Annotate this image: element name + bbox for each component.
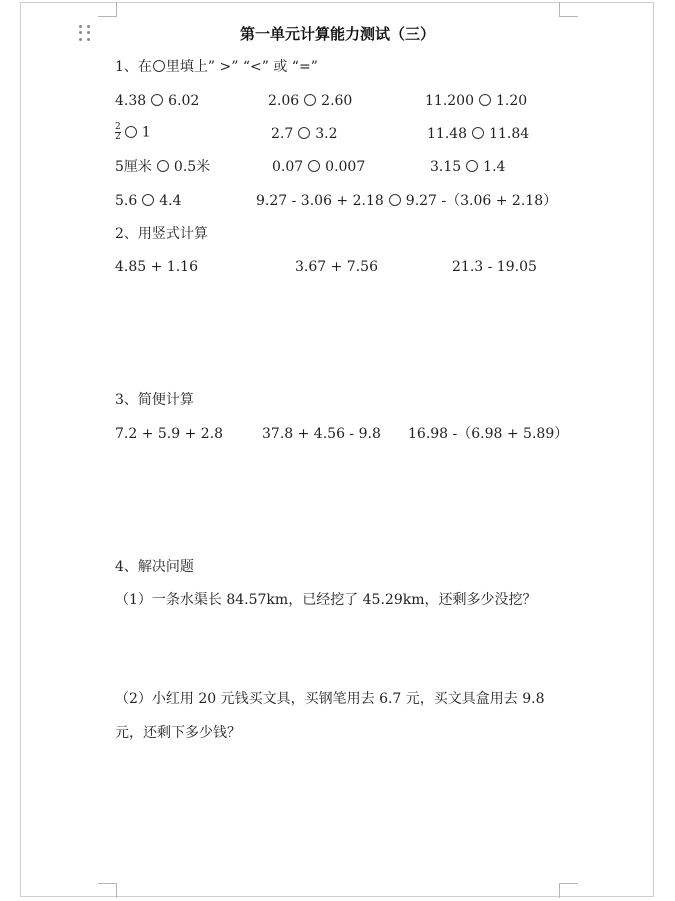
margin-corner-top-left <box>98 2 117 17</box>
page-title: 第一单元计算能力测试（三） <box>239 25 435 43</box>
vertical-calc-item: 4.85 + 1.16 <box>115 259 198 275</box>
compare-circle-icon[interactable] <box>389 194 401 206</box>
word-problem-1: （1）一条水渠长 84.57km，已经挖了 45.29km，还剩多少没挖？ <box>115 592 537 608</box>
simplify-calc-item: 7.2 + 5.9 + 2.8 <box>115 426 224 442</box>
compare-circle-icon[interactable] <box>142 194 154 206</box>
fraction: $\frac{2}{2}$ <box>115 122 121 142</box>
compare-item: 5厘米 0.5米 <box>115 159 211 175</box>
compare-circle-icon[interactable] <box>125 126 137 138</box>
simplify-calc-item: 37.8 + 4.56 - 9.8 <box>262 426 381 442</box>
compare-circle-icon[interactable] <box>479 94 491 106</box>
compare-item: 4.38 6.02 <box>115 93 200 109</box>
compare-item: 11.200 1.20 <box>425 93 528 109</box>
vertical-calc-item: 21.3 - 19.05 <box>452 259 537 275</box>
compare-item: $\frac{2}{2}$ 1 <box>115 122 151 142</box>
margin-corner-top-right <box>559 2 578 17</box>
compare-item: 3.15 1.4 <box>430 159 506 175</box>
compare-item: 5.6 4.4 <box>115 193 182 209</box>
compare-circle-icon[interactable] <box>304 94 316 106</box>
compare-item: 2.7 3.2 <box>271 126 338 142</box>
word-problem-2: （2）小红用 20 元钱买文具，买钢笔用去 6.7 元，买文具盒用去 9.8 <box>115 691 545 707</box>
section-2-heading: 2、用竖式计算 <box>115 226 208 242</box>
margin-corner-bottom-left <box>98 883 117 898</box>
compare-circle-icon[interactable] <box>151 94 163 106</box>
section-3-heading: 3、简便计算 <box>115 392 194 408</box>
margin-corner-bottom-right <box>559 883 578 898</box>
compare-circle-icon[interactable] <box>298 127 310 139</box>
vertical-calc-item: 3.67 + 7.56 <box>295 259 378 275</box>
compare-circle-icon[interactable] <box>466 160 478 172</box>
compare-item: 9.27 - 3.06 + 2.18 9.27 -（3.06 + 2.18） <box>256 193 558 209</box>
compare-circle-icon <box>153 60 165 72</box>
word-problem-2-continued: 元，还剩下多少钱？ <box>115 725 241 741</box>
compare-item: 11.48 11.84 <box>427 126 530 142</box>
compare-circle-icon[interactable] <box>157 160 169 172</box>
section-4-heading: 4、解决问题 <box>115 559 194 575</box>
compare-item: 0.07 0.007 <box>272 159 366 175</box>
compare-circle-icon[interactable] <box>472 127 484 139</box>
simplify-calc-item: 16.98 -（6.98 + 5.89） <box>408 426 569 442</box>
section-1-heading: 1、在 里填上” >” “<” 或 “=” <box>115 59 318 75</box>
compare-item: 2.06 2.60 <box>268 93 353 109</box>
compare-circle-icon[interactable] <box>308 160 320 172</box>
